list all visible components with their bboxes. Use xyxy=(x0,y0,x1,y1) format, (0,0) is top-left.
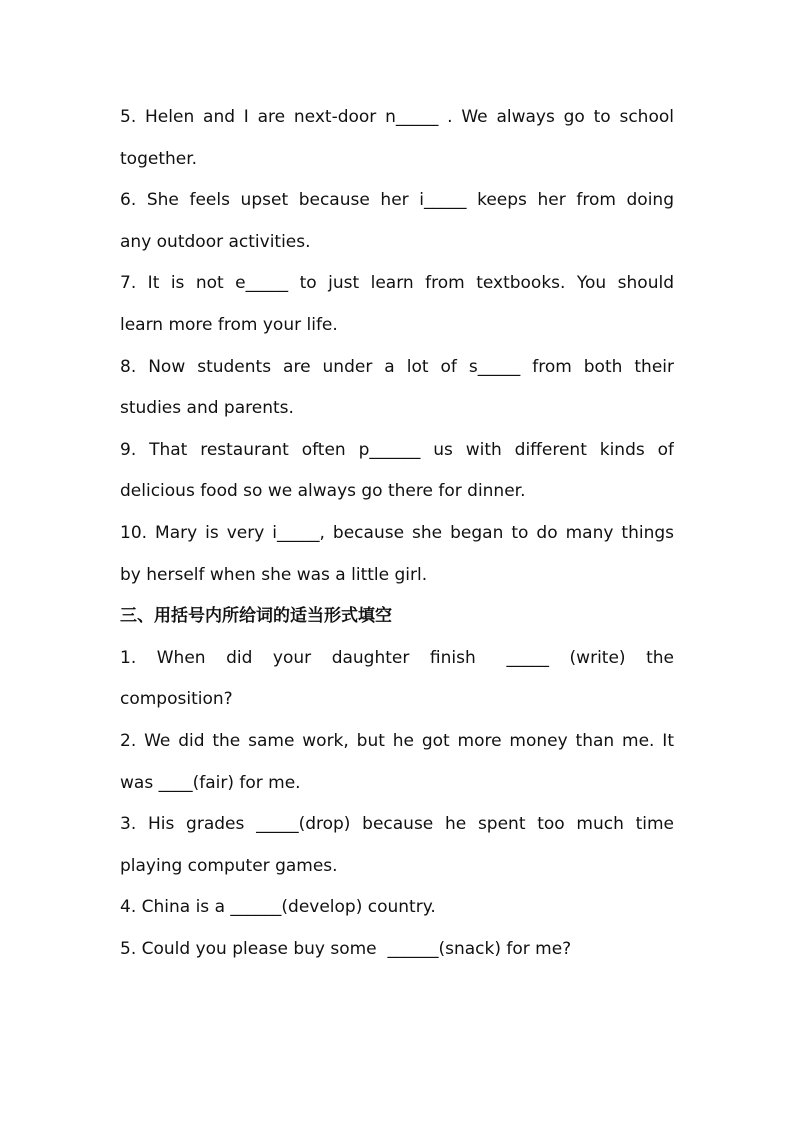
question-line: any outdoor activities. xyxy=(120,231,311,252)
question-5 xyxy=(120,97,674,180)
question-line: 2. We did the same work, but he got more money than me. It xyxy=(120,730,674,751)
fill-question-5 xyxy=(120,929,674,971)
section-heading: 三、用括号内所给词的适当形式填空 xyxy=(120,606,392,627)
question-6 xyxy=(120,180,674,263)
question-line: by herself when she was a little girl. xyxy=(120,564,428,585)
question-line: 5. Helen and I are next-door n_____ . We always go to school xyxy=(120,107,674,127)
question-line: 3. His grades _____(drop) because he spent too much time xyxy=(120,814,674,835)
question-line: 1. When did your daughter finish _____ (write) the xyxy=(120,647,674,668)
question-line: 8. Now students are under a lot of s_____ from both their xyxy=(120,356,674,377)
worksheet-page xyxy=(120,97,674,970)
question-line: playing computer games. xyxy=(120,855,338,876)
question-line: studies and parents. xyxy=(120,398,294,419)
question-line: delicious food so we always go there for dinner. xyxy=(120,481,526,502)
question-line: 4. China is a ______(develop) country. xyxy=(120,897,436,918)
question-line: composition? xyxy=(120,689,233,710)
fill-question-3 xyxy=(120,804,674,887)
question-line: learn more from your life. xyxy=(120,314,338,335)
fill-question-1 xyxy=(120,638,674,721)
question-9 xyxy=(120,430,674,513)
question-line: 9. That restaurant often p______ us with different kinds of xyxy=(120,439,674,460)
question-line: together. xyxy=(120,148,198,169)
question-line: 10. Mary is very i_____, because she began to do many things xyxy=(120,522,674,543)
fill-question-4 xyxy=(120,887,674,929)
fill-question-2 xyxy=(120,721,674,804)
question-line: 6. She feels upset because her i_____ keeps her from doing xyxy=(120,190,674,211)
question-7 xyxy=(120,263,674,346)
question-line: 5. Could you please buy some ______(snack) for me? xyxy=(120,938,572,959)
question-8 xyxy=(120,347,674,430)
question-10 xyxy=(120,513,674,596)
question-line: 7. It is not e_____ to just learn from textbooks. You should xyxy=(120,273,674,294)
question-line: was ____(fair) for me. xyxy=(120,772,301,793)
